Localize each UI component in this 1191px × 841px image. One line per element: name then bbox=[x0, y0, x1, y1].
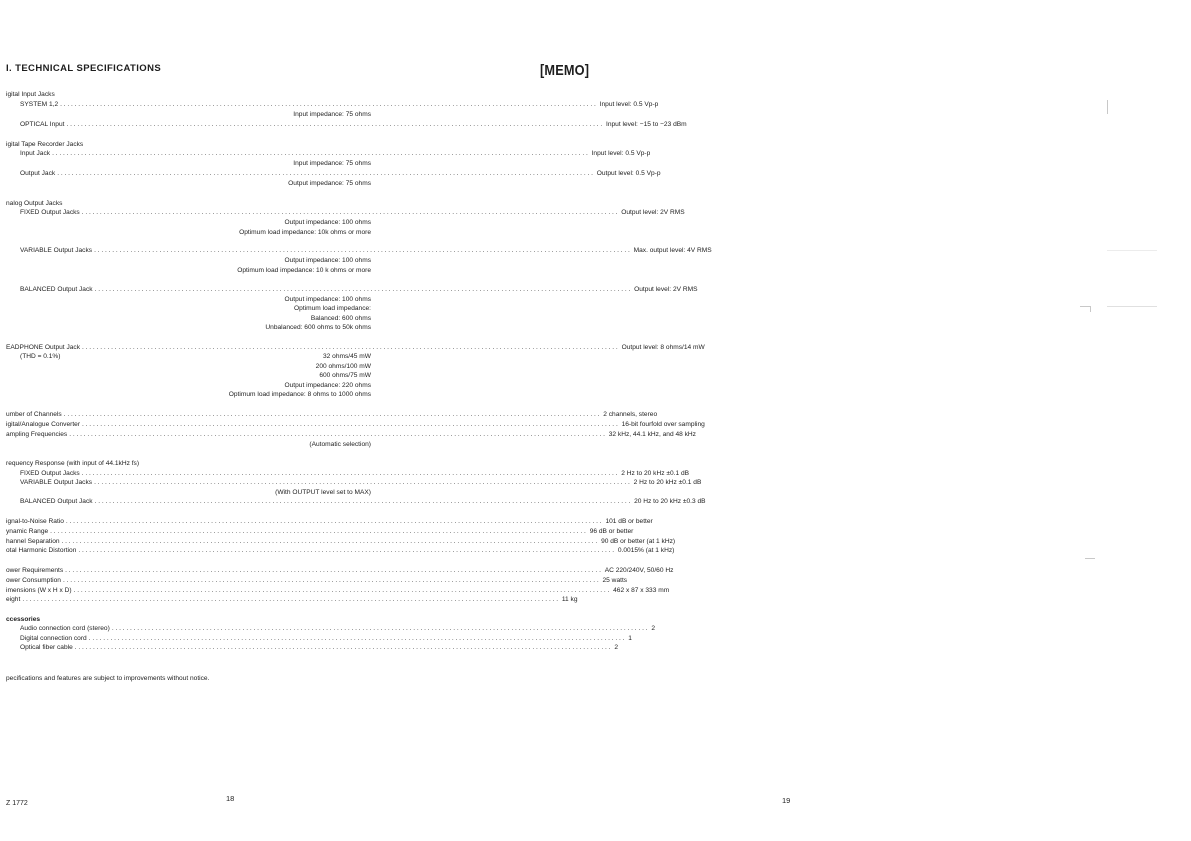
spec-continuation: 600 ohms/75 mW bbox=[319, 372, 371, 379]
spec-label: igital/Analogue Converter bbox=[6, 421, 81, 428]
spec-label: FIXED Output Jacks bbox=[20, 209, 80, 216]
spec-label: BALANCED Output Jack bbox=[20, 286, 93, 293]
spec-continuation: Optimum load impedance: 10 k ohms or more bbox=[237, 267, 371, 274]
spec-value: 32 kHz, 44.1 kHz, and 48 kHz bbox=[608, 431, 696, 438]
spec-value: 20 Hz to 20 kHz ±0.3 dB bbox=[634, 498, 706, 505]
spec-sub-note: (THD = 0.1%) bbox=[20, 353, 61, 360]
leader-dots: .................................................................................................................................................... bbox=[66, 121, 604, 128]
leader-dots: .................................................................................................................................................... bbox=[94, 498, 633, 505]
spec-value: Input level: −15 to −23 dBm bbox=[606, 121, 687, 128]
spec-label: eight bbox=[6, 596, 21, 603]
spec-value: Output level: 2V RMS bbox=[634, 286, 698, 293]
leader-dots: .................................................................................................................................................... bbox=[60, 101, 598, 108]
spec-row-freq-balanced bbox=[0, 497, 706, 507]
spec-continuation: Optimum load impedance: 8 ohms to 1000 ohms bbox=[228, 391, 371, 398]
spec-continuation: Output impedance: 100 ohms bbox=[284, 257, 371, 264]
spec-label: Digital connection cord bbox=[20, 635, 87, 642]
spec-continuation: Unbalanced: 600 ohms to 50k ohms bbox=[265, 324, 371, 331]
spec-label: Audio connection cord (stereo) bbox=[20, 625, 110, 632]
spec-row-power-cons bbox=[0, 576, 628, 586]
spec-row-freq-variable bbox=[0, 478, 702, 488]
spec-row-variable-output bbox=[0, 246, 712, 256]
spec-continuation: Optimum load impedance: 10k ohms or more bbox=[239, 229, 371, 236]
spec-label: otal Harmonic Distortion bbox=[6, 547, 77, 554]
spec-value: 11 kg bbox=[561, 596, 578, 603]
spec-continuation: Output impedance: 100 ohms bbox=[284, 219, 371, 226]
scan-mark bbox=[1080, 306, 1090, 307]
spec-value: Input level: 0.5 Vp-p bbox=[591, 150, 651, 157]
spec-row-optical bbox=[0, 120, 687, 130]
spec-row-system bbox=[0, 100, 659, 110]
spec-value: 462 x 87 x 333 mm bbox=[613, 587, 670, 594]
group-heading-digital-input: igital Input Jacks bbox=[6, 91, 55, 98]
leader-dots: .................................................................................................................................................... bbox=[94, 286, 633, 293]
spec-value: 2 Hz to 20 kHz ±0.1 dB bbox=[621, 470, 690, 477]
spec-row-thd bbox=[0, 546, 675, 556]
model-number: Z 1772 bbox=[6, 800, 28, 807]
spec-value: 2 bbox=[614, 644, 618, 651]
spec-label: imensions (W x H x D) bbox=[6, 587, 72, 594]
spec-continuation: Output impedance: 220 ohms bbox=[284, 382, 371, 389]
spec-value: 1 bbox=[628, 635, 632, 642]
spec-value: Input level: 0.5 Vp-p bbox=[599, 101, 659, 108]
leader-dots: .................................................................................................................................................... bbox=[22, 596, 560, 603]
spec-row-tape-input bbox=[0, 149, 651, 159]
section-title: I. TECHNICAL SPECIFICATIONS bbox=[6, 63, 162, 74]
spec-label: OPTICAL Input bbox=[20, 121, 65, 128]
spec-label: ignal-to-Noise Ratio bbox=[6, 518, 64, 525]
spec-continuation: Output impedance: 75 ohms bbox=[288, 180, 371, 187]
spec-value: Output level: 0.5 Vp-p bbox=[596, 170, 661, 177]
spec-value: 90 dB or better (at 1 kHz) bbox=[601, 538, 676, 545]
page-number-right: 19 bbox=[782, 796, 791, 805]
spec-value: 96 dB or better bbox=[589, 528, 634, 535]
spec-continuation: Input impedance: 75 ohms bbox=[293, 111, 371, 118]
spec-label: ower Requirements bbox=[6, 567, 64, 574]
leader-dots: .................................................................................................................................................... bbox=[52, 150, 590, 157]
leader-dots: .................................................................................................................................................... bbox=[61, 538, 600, 545]
spec-value: 101 dB or better bbox=[605, 518, 653, 525]
spec-continuation: Output impedance: 100 ohms bbox=[284, 296, 371, 303]
spec-row-sampling bbox=[0, 430, 696, 440]
spec-row-tape-output bbox=[0, 169, 661, 179]
spec-continuation: Balanced: 600 ohms bbox=[310, 315, 371, 322]
spec-value: AC 220/240V, 50/60 Hz bbox=[604, 567, 674, 574]
leader-dots: .................................................................................................................................................... bbox=[74, 644, 613, 651]
leader-dots: .................................................................................................................................................... bbox=[73, 587, 612, 594]
spec-row-dac bbox=[0, 420, 705, 430]
spec-row-dynamic-range bbox=[0, 527, 634, 537]
spec-value: Output level: 2V RMS bbox=[621, 209, 685, 216]
leader-dots: .................................................................................................................................................... bbox=[82, 421, 620, 428]
spec-value: 16-bit fourfold over sampling bbox=[621, 421, 705, 428]
spec-label: hannel Separation bbox=[6, 538, 60, 545]
spec-label: FIXED Output Jacks bbox=[20, 470, 80, 477]
leader-dots: .................................................................................................................................................... bbox=[81, 470, 620, 477]
footer-note: pecifications and features are subject to improvements without notice. bbox=[6, 675, 210, 682]
leader-dots: .................................................................................................................................................... bbox=[65, 518, 604, 525]
spec-row-balanced-output bbox=[0, 285, 698, 295]
spec-row-fixed-output bbox=[0, 208, 685, 218]
spec-label: umber of Channels bbox=[6, 411, 62, 418]
spec-row-headphone bbox=[0, 343, 705, 353]
memo-title: [MEMO] bbox=[540, 62, 590, 79]
spec-label: ampling Frequencies bbox=[6, 431, 68, 438]
leader-dots: .................................................................................................................................................... bbox=[82, 344, 620, 351]
group-heading-analog: nalog Output Jacks bbox=[6, 200, 63, 207]
spec-label: VARIABLE Output Jacks bbox=[20, 247, 93, 254]
spec-continuation: Input impedance: 75 ohms bbox=[293, 160, 371, 167]
scan-mark bbox=[1090, 306, 1091, 312]
spec-row-channels bbox=[0, 410, 658, 420]
spec-label: SYSTEM 1,2 bbox=[20, 101, 59, 108]
leader-dots: .................................................................................................................................................... bbox=[50, 528, 588, 535]
leader-dots: .................................................................................................................................................... bbox=[57, 170, 595, 177]
leader-dots: .................................................................................................................................................... bbox=[78, 547, 616, 554]
scan-mark bbox=[1107, 250, 1157, 251]
leader-dots: .................................................................................................................................................... bbox=[63, 411, 602, 418]
spec-value: Output level: 8 ohms/14 mW bbox=[621, 344, 705, 351]
spec-continuation: (Automatic selection) bbox=[309, 441, 371, 448]
spec-label: EADPHONE Output Jack bbox=[6, 344, 81, 351]
spec-label: ynamic Range bbox=[6, 528, 49, 535]
spec-continuation: 200 ohms/100 mW bbox=[315, 363, 371, 370]
group-heading-frequency: requency Response (with input of 44.1kHz fs) bbox=[6, 460, 140, 467]
scan-mark bbox=[1107, 100, 1108, 114]
spec-row-weight bbox=[0, 595, 578, 605]
spec-label: Output Jack bbox=[20, 170, 56, 177]
spec-row-audio-cord bbox=[0, 624, 656, 634]
scan-mark bbox=[1085, 558, 1095, 559]
spec-value: 0.0015% (at 1 kHz) bbox=[617, 547, 675, 554]
scan-mark bbox=[1107, 306, 1157, 307]
spec-label: Input Jack bbox=[20, 150, 51, 157]
leader-dots: .................................................................................................................................................... bbox=[69, 431, 607, 438]
leader-dots: .................................................................................................................................................... bbox=[81, 209, 620, 216]
leader-dots: .................................................................................................................................................... bbox=[111, 625, 650, 632]
leader-dots: .................................................................................................................................................... bbox=[94, 247, 632, 254]
spec-continuation: Optimum load impedance: bbox=[294, 305, 371, 312]
group-heading-tape: igital Tape Recorder Jacks bbox=[6, 141, 84, 148]
leader-dots: .................................................................................................................................................... bbox=[65, 567, 603, 574]
spec-continuation: (With OUTPUT level set to MAX) bbox=[275, 489, 371, 496]
group-heading-accessories: ccessories bbox=[6, 616, 41, 623]
spec-value: 2 channels, stereo bbox=[603, 411, 658, 418]
leader-dots: .................................................................................................................................................... bbox=[62, 577, 601, 584]
page-number-left: 18 bbox=[226, 794, 235, 803]
spec-row-optical-cable bbox=[0, 643, 618, 653]
spec-label: ower Consumption bbox=[6, 577, 61, 584]
leader-dots: .................................................................................................................................................... bbox=[94, 479, 632, 486]
spec-continuation: 32 ohms/45 mW bbox=[322, 353, 371, 360]
spec-value: 2 bbox=[651, 625, 656, 632]
spec-value: 2 Hz to 20 kHz ±0.1 dB bbox=[633, 479, 702, 486]
leader-dots: .................................................................................................................................................... bbox=[88, 635, 627, 642]
spec-row-power-req bbox=[0, 566, 674, 576]
spec-label: BALANCED Output Jack bbox=[20, 498, 93, 505]
spec-value: Max. output level: 4V RMS bbox=[633, 247, 712, 254]
spec-label: Optical fiber cable bbox=[20, 644, 73, 651]
spec-value: 25 watts bbox=[602, 577, 628, 584]
spec-row-snr bbox=[0, 517, 653, 527]
spec-label: VARIABLE Output Jacks bbox=[20, 479, 93, 486]
